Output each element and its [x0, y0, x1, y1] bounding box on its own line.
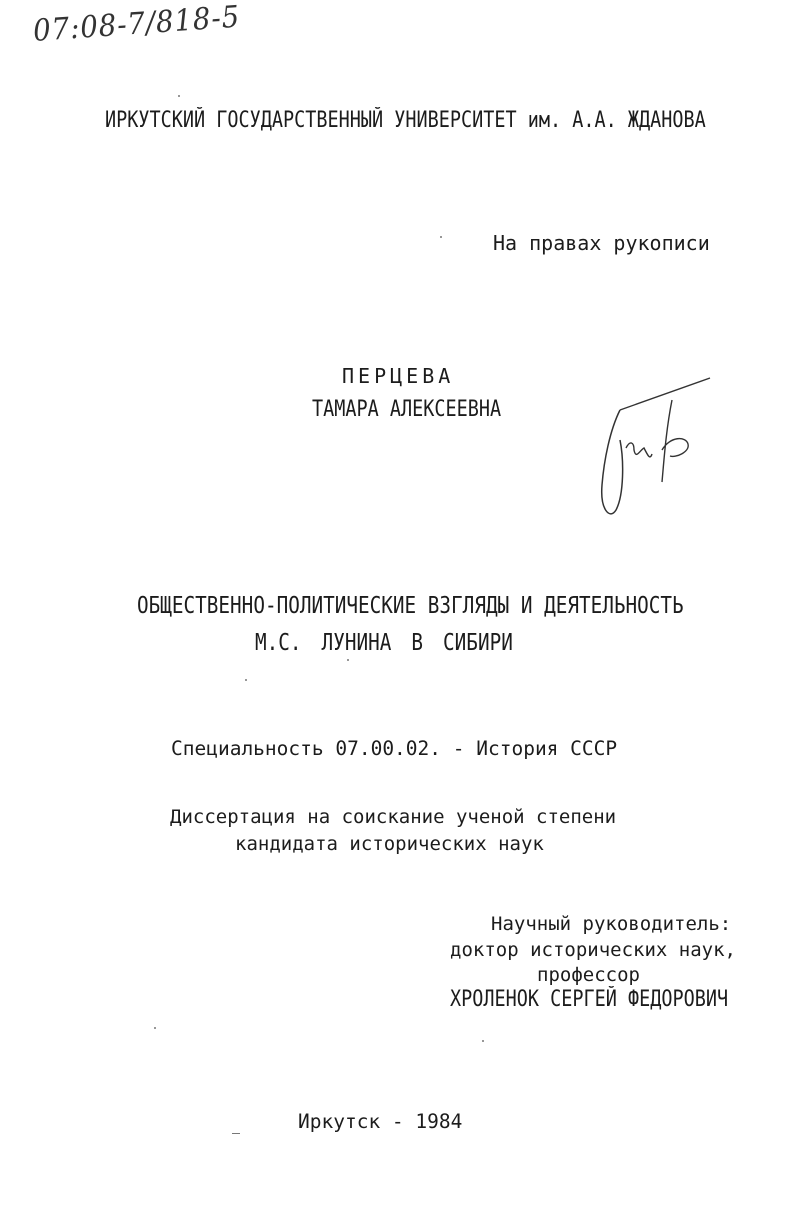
author-given-names: ТАМАРА АЛЕКСЕЕВНА	[312, 397, 502, 422]
dissertation-title-line1: ОБЩЕСТВЕННО-ПОЛИТИЧЕСКИЕ ВЗГЛЯДЫ И ДЕЯТЕЛЬНОСТЬ	[137, 593, 684, 619]
scan-speck	[482, 1040, 484, 1042]
manuscript-rights-note: На правах рукописи	[493, 231, 710, 255]
scan-speck	[178, 95, 180, 97]
place-year: Иркутск - 1984	[298, 1110, 463, 1133]
archive-code-handwritten: 07:08-7/818-5	[32, 0, 242, 49]
supervisor-degree: доктор исторических наук,	[450, 939, 736, 961]
scan-speck	[440, 236, 442, 238]
dissertation-degree-line2: кандидата исторических наук	[235, 833, 544, 855]
scan-speck	[347, 659, 349, 661]
dissertation-title-line2: М.С. ЛУНИНА В СИБИРИ	[255, 630, 513, 656]
scan-speck	[245, 679, 247, 681]
author-surname: ПЕРЦЕВА	[342, 364, 455, 388]
supervisor-name: ХРОЛЕНОК СЕРГЕЙ ФЕДОРОВИЧ	[450, 987, 729, 1012]
supervisor-label: Научный руководитель:	[491, 913, 732, 935]
scan-speck	[232, 1133, 240, 1134]
university-header: ИРКУТСКИЙ ГОСУДАРСТВЕННЫЙ УНИВЕРСИТЕТ им. А.А. ЖДАНОВА	[105, 108, 706, 133]
scan-speck	[154, 1027, 156, 1029]
supervisor-rank: профессор	[537, 964, 640, 986]
dissertation-degree-line1: Диссертация на соискание ученой степени	[170, 806, 617, 828]
specialty-line: Специальность 07.00.02. - История СССР	[171, 737, 618, 760]
author-signature	[590, 370, 730, 530]
